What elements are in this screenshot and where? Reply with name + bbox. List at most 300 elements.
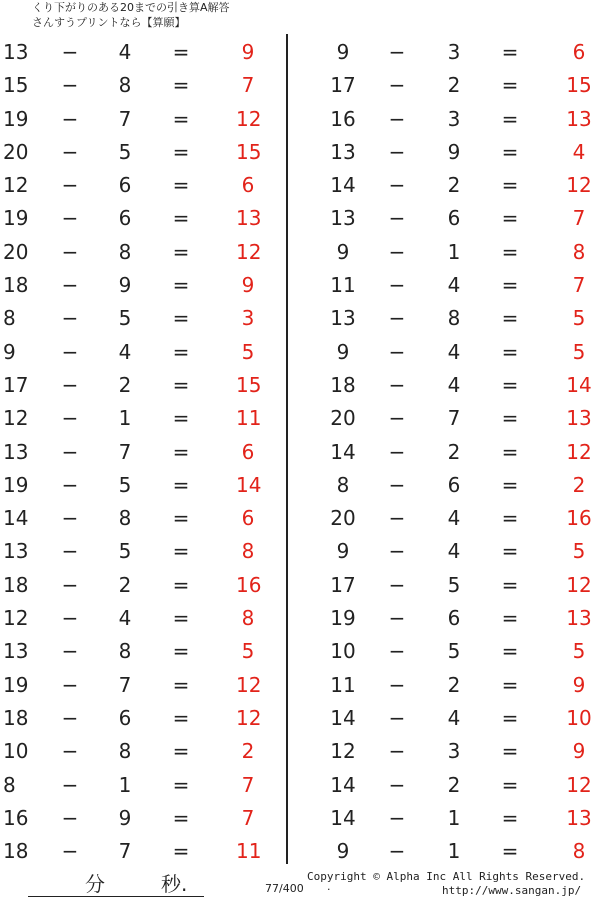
minus-sign: − bbox=[61, 606, 79, 631]
subtrahend: 2 bbox=[118, 572, 132, 597]
minus-sign: − bbox=[61, 772, 79, 797]
equals-sign: = bbox=[172, 739, 190, 764]
subtrahend: 4 bbox=[118, 339, 132, 364]
equals-sign: = bbox=[501, 306, 519, 331]
equals-sign: = bbox=[172, 539, 190, 564]
minus-sign: − bbox=[388, 639, 406, 664]
minus-sign: − bbox=[388, 139, 406, 164]
problem-row bbox=[0, 236, 285, 269]
subtrahend: 2 bbox=[118, 372, 132, 397]
minuend: 9 bbox=[3, 339, 16, 364]
answer: 8 bbox=[572, 239, 586, 264]
answer: 2 bbox=[572, 472, 586, 497]
problem-row bbox=[300, 402, 600, 435]
equals-sign: = bbox=[501, 805, 519, 830]
header bbox=[32, 0, 230, 30]
answer: 15 bbox=[566, 73, 592, 98]
minus-sign: − bbox=[61, 506, 79, 531]
page-title: くり下がりのある20までの引き算A解答 bbox=[32, 1, 230, 14]
subtrahend: 9 bbox=[118, 273, 132, 298]
equals-sign: = bbox=[501, 206, 519, 231]
answer: 12 bbox=[566, 439, 592, 464]
problem-row bbox=[0, 69, 285, 102]
answer: 5 bbox=[572, 539, 586, 564]
answer: 7 bbox=[572, 273, 586, 298]
subtrahend: 4 bbox=[447, 273, 461, 298]
minuend: 9 bbox=[336, 339, 350, 364]
subtrahend: 5 bbox=[118, 472, 132, 497]
minuend: 13 bbox=[3, 639, 29, 664]
answer: 5 bbox=[241, 639, 255, 664]
minuend: 19 bbox=[3, 106, 29, 131]
subtrahend: 8 bbox=[118, 506, 132, 531]
equals-sign: = bbox=[501, 739, 519, 764]
answer: 5 bbox=[572, 639, 586, 664]
equals-sign: = bbox=[501, 639, 519, 664]
subtrahend: 7 bbox=[118, 672, 132, 697]
minus-sign: − bbox=[388, 705, 406, 730]
minus-sign: − bbox=[388, 506, 406, 531]
minuend: 20 bbox=[330, 506, 356, 531]
minus-sign: − bbox=[388, 572, 406, 597]
subtrahend: 9 bbox=[118, 805, 132, 830]
equals-sign: = bbox=[172, 506, 190, 531]
equals-sign: = bbox=[501, 40, 519, 64]
answer: 6 bbox=[241, 506, 255, 531]
minus-sign: − bbox=[388, 239, 406, 264]
problem-row bbox=[0, 469, 285, 502]
answer: 10 bbox=[566, 705, 592, 730]
equals-sign: = bbox=[172, 639, 190, 664]
problem-row bbox=[0, 36, 285, 69]
minuend: 18 bbox=[330, 372, 356, 397]
seconds-label: 秒. bbox=[161, 872, 188, 896]
answer: 7 bbox=[241, 772, 255, 797]
minus-sign: − bbox=[61, 139, 79, 164]
subtrahend: 8 bbox=[118, 73, 132, 98]
subtrahend: 8 bbox=[118, 239, 132, 264]
answer: 12 bbox=[566, 772, 592, 797]
answer: 12 bbox=[236, 106, 262, 131]
minus-sign: − bbox=[388, 539, 406, 564]
subtrahend: 3 bbox=[447, 106, 461, 131]
problem-row bbox=[300, 669, 600, 702]
minus-sign: − bbox=[388, 106, 406, 131]
problem-row bbox=[300, 369, 600, 402]
problem-row bbox=[0, 369, 285, 402]
subtrahend: 7 bbox=[118, 839, 132, 864]
minuend: 10 bbox=[330, 639, 356, 664]
subtrahend: 1 bbox=[447, 839, 461, 864]
problem-row bbox=[300, 169, 600, 202]
minuend: 16 bbox=[330, 106, 356, 131]
minuend: 20 bbox=[3, 139, 29, 164]
problem-row bbox=[300, 69, 600, 102]
answer: 13 bbox=[566, 606, 592, 631]
answer: 15 bbox=[236, 139, 262, 164]
subtrahend: 9 bbox=[447, 139, 461, 164]
problem-row bbox=[0, 169, 285, 202]
minus-sign: − bbox=[61, 572, 79, 597]
time-record-line bbox=[28, 868, 204, 897]
equals-sign: = bbox=[501, 606, 519, 631]
subtrahend: 7 bbox=[447, 406, 461, 431]
problem-row bbox=[300, 236, 600, 269]
subtrahend: 5 bbox=[118, 139, 132, 164]
answer: 5 bbox=[572, 339, 586, 364]
minus-sign: − bbox=[61, 40, 79, 64]
equals-sign: = bbox=[501, 539, 519, 564]
problem-row bbox=[300, 469, 600, 502]
answer: 16 bbox=[566, 506, 592, 531]
subtrahend: 2 bbox=[447, 73, 461, 98]
minuend: 18 bbox=[3, 839, 29, 864]
problem-row bbox=[300, 702, 600, 735]
problem-row bbox=[0, 535, 285, 568]
minus-sign: − bbox=[61, 805, 79, 830]
equals-sign: = bbox=[172, 73, 190, 98]
right-problem-column bbox=[300, 36, 600, 868]
minus-sign: − bbox=[61, 372, 79, 397]
problem-row bbox=[300, 735, 600, 768]
problem-row bbox=[0, 669, 285, 702]
subtrahend: 4 bbox=[447, 705, 461, 730]
minuend: 8 bbox=[3, 306, 16, 331]
answer: 13 bbox=[236, 206, 262, 231]
minus-sign: − bbox=[388, 40, 406, 64]
problem-row bbox=[0, 702, 285, 735]
equals-sign: = bbox=[501, 106, 519, 131]
minuend: 19 bbox=[3, 206, 29, 231]
answer: 5 bbox=[572, 306, 586, 331]
minus-sign: − bbox=[388, 606, 406, 631]
problem-row bbox=[300, 635, 600, 668]
answer: 9 bbox=[241, 273, 255, 298]
answer: 11 bbox=[236, 406, 262, 431]
answer: 12 bbox=[236, 672, 262, 697]
answer: 13 bbox=[566, 406, 592, 431]
equals-sign: = bbox=[501, 672, 519, 697]
page-number: 77/400 bbox=[265, 882, 304, 895]
subtrahend: 3 bbox=[447, 739, 461, 764]
minus-sign: − bbox=[388, 439, 406, 464]
subtrahend: 8 bbox=[118, 739, 132, 764]
minuend: 14 bbox=[330, 772, 356, 797]
problem-row bbox=[0, 735, 285, 768]
subtrahend: 6 bbox=[118, 173, 132, 198]
equals-sign: = bbox=[172, 439, 190, 464]
minus-sign: − bbox=[61, 106, 79, 131]
equals-sign: = bbox=[172, 572, 190, 597]
minuend: 20 bbox=[3, 239, 29, 264]
site-url: http://www.sangan.jp/ bbox=[442, 884, 582, 897]
equals-sign: = bbox=[501, 372, 519, 397]
answer: 8 bbox=[241, 606, 255, 631]
answer: 8 bbox=[572, 839, 586, 864]
subtrahend: 8 bbox=[118, 639, 132, 664]
subtrahend: 6 bbox=[447, 606, 461, 631]
minuend: 16 bbox=[3, 805, 29, 830]
equals-sign: = bbox=[172, 472, 190, 497]
equals-sign: = bbox=[501, 406, 519, 431]
problem-row bbox=[0, 635, 285, 668]
subtrahend: 6 bbox=[447, 472, 461, 497]
left-problem-column bbox=[0, 36, 285, 868]
equals-sign: = bbox=[172, 772, 190, 797]
minuend: 17 bbox=[3, 372, 29, 397]
minus-sign: − bbox=[61, 173, 79, 198]
equals-sign: = bbox=[172, 173, 190, 198]
column-divider bbox=[286, 34, 288, 864]
equals-sign: = bbox=[172, 805, 190, 830]
minus-sign: − bbox=[61, 705, 79, 730]
problem-row bbox=[300, 769, 600, 802]
subtrahend: 1 bbox=[118, 406, 132, 431]
minuend: 13 bbox=[330, 206, 356, 231]
minus-sign: − bbox=[388, 372, 406, 397]
equals-sign: = bbox=[501, 439, 519, 464]
subtrahend: 5 bbox=[447, 572, 461, 597]
minus-sign: − bbox=[61, 672, 79, 697]
problem-row bbox=[0, 769, 285, 802]
subtrahend: 2 bbox=[447, 772, 461, 797]
equals-sign: = bbox=[501, 173, 519, 198]
minuend: 13 bbox=[3, 539, 29, 564]
subtrahend: 4 bbox=[447, 539, 461, 564]
minuend: 14 bbox=[330, 173, 356, 198]
separator-dot: . bbox=[327, 880, 331, 893]
problem-row bbox=[0, 402, 285, 435]
minus-sign: − bbox=[61, 406, 79, 431]
minus-sign: − bbox=[388, 173, 406, 198]
minus-sign: − bbox=[61, 339, 79, 364]
minuend: 11 bbox=[330, 672, 356, 697]
minuend: 17 bbox=[330, 73, 356, 98]
answer: 12 bbox=[566, 572, 592, 597]
problem-row bbox=[300, 502, 600, 535]
minus-sign: − bbox=[61, 639, 79, 664]
equals-sign: = bbox=[172, 40, 190, 64]
equals-sign: = bbox=[172, 139, 190, 164]
subtrahend: 8 bbox=[447, 306, 461, 331]
minuend: 14 bbox=[3, 506, 29, 531]
answer: 4 bbox=[572, 139, 586, 164]
subtrahend: 7 bbox=[118, 439, 132, 464]
equals-sign: = bbox=[501, 239, 519, 264]
equals-sign: = bbox=[501, 339, 519, 364]
equals-sign: = bbox=[172, 839, 190, 864]
problem-row bbox=[300, 835, 600, 868]
problem-row bbox=[0, 835, 285, 868]
answer: 3 bbox=[241, 306, 255, 331]
minus-sign: − bbox=[388, 73, 406, 98]
minus-sign: − bbox=[61, 73, 79, 98]
answer: 9 bbox=[572, 672, 586, 697]
problem-row bbox=[300, 103, 600, 136]
equals-sign: = bbox=[501, 705, 519, 730]
minutes-label: 分 bbox=[85, 872, 105, 896]
equals-sign: = bbox=[501, 73, 519, 98]
minuend: 18 bbox=[3, 705, 29, 730]
equals-sign: = bbox=[172, 406, 190, 431]
answer: 12 bbox=[236, 239, 262, 264]
minus-sign: − bbox=[388, 406, 406, 431]
problem-row bbox=[300, 269, 600, 302]
minus-sign: − bbox=[388, 772, 406, 797]
equals-sign: = bbox=[172, 705, 190, 730]
answer: 11 bbox=[236, 839, 262, 864]
equals-sign: = bbox=[501, 572, 519, 597]
answer: 9 bbox=[241, 40, 255, 64]
answer: 9 bbox=[572, 739, 586, 764]
equals-sign: = bbox=[172, 339, 190, 364]
minus-sign: − bbox=[388, 339, 406, 364]
equals-sign: = bbox=[172, 239, 190, 264]
page-subtitle: さんすうプリントなら【算願】 bbox=[32, 16, 186, 29]
minuend: 13 bbox=[3, 439, 29, 464]
minuend: 13 bbox=[330, 139, 356, 164]
problem-row bbox=[300, 336, 600, 369]
subtrahend: 5 bbox=[118, 539, 132, 564]
answer: 14 bbox=[566, 372, 592, 397]
answer: 15 bbox=[236, 372, 262, 397]
answer: 7 bbox=[572, 206, 586, 231]
subtrahend: 4 bbox=[447, 372, 461, 397]
answer: 6 bbox=[241, 173, 255, 198]
equals-sign: = bbox=[501, 139, 519, 164]
minus-sign: − bbox=[388, 306, 406, 331]
problem-row bbox=[0, 602, 285, 635]
minuend: 19 bbox=[330, 606, 356, 631]
problem-row bbox=[300, 569, 600, 602]
minus-sign: − bbox=[388, 739, 406, 764]
problem-row bbox=[0, 269, 285, 302]
equals-sign: = bbox=[172, 206, 190, 231]
answer: 5 bbox=[241, 339, 255, 364]
minus-sign: − bbox=[61, 206, 79, 231]
subtrahend: 6 bbox=[118, 705, 132, 730]
minus-sign: − bbox=[61, 239, 79, 264]
answer: 14 bbox=[236, 472, 262, 497]
answer: 6 bbox=[241, 439, 255, 464]
minus-sign: − bbox=[388, 273, 406, 298]
answer: 8 bbox=[241, 539, 255, 564]
answer: 13 bbox=[566, 106, 592, 131]
minus-sign: − bbox=[388, 672, 406, 697]
answer: 7 bbox=[241, 73, 255, 98]
minuend: 14 bbox=[330, 805, 356, 830]
minus-sign: − bbox=[61, 273, 79, 298]
subtrahend: 1 bbox=[118, 772, 132, 797]
minuend: 8 bbox=[3, 772, 16, 797]
problem-row bbox=[300, 535, 600, 568]
problem-row bbox=[300, 36, 600, 69]
answer: 12 bbox=[236, 705, 262, 730]
minuend: 15 bbox=[3, 73, 29, 98]
minuend: 10 bbox=[3, 739, 29, 764]
minuend: 12 bbox=[3, 406, 29, 431]
problem-row bbox=[300, 436, 600, 469]
minuend: 9 bbox=[336, 539, 350, 564]
equals-sign: = bbox=[172, 306, 190, 331]
problem-row bbox=[0, 302, 285, 335]
subtrahend: 3 bbox=[447, 40, 461, 64]
minus-sign: − bbox=[61, 439, 79, 464]
subtrahend: 2 bbox=[447, 173, 461, 198]
equals-sign: = bbox=[172, 672, 190, 697]
minuend: 12 bbox=[330, 739, 356, 764]
minus-sign: − bbox=[388, 805, 406, 830]
minuend: 11 bbox=[330, 273, 356, 298]
minus-sign: − bbox=[388, 839, 406, 864]
equals-sign: = bbox=[501, 273, 519, 298]
problem-row bbox=[0, 502, 285, 535]
minus-sign: − bbox=[388, 206, 406, 231]
problem-row bbox=[300, 202, 600, 235]
minus-sign: − bbox=[61, 739, 79, 764]
minuend: 13 bbox=[330, 306, 356, 331]
subtrahend: 2 bbox=[447, 439, 461, 464]
problem-row bbox=[0, 202, 285, 235]
minuend: 9 bbox=[336, 239, 350, 264]
minuend: 20 bbox=[330, 406, 356, 431]
answer: 6 bbox=[572, 40, 586, 64]
answer: 2 bbox=[241, 739, 255, 764]
problem-row bbox=[300, 602, 600, 635]
minuend: 9 bbox=[336, 839, 350, 864]
copyright-text: Copyright © Alpha Inc All Rights Reserved. bbox=[307, 870, 586, 883]
minus-sign: − bbox=[61, 539, 79, 564]
equals-sign: = bbox=[501, 472, 519, 497]
subtrahend: 2 bbox=[447, 672, 461, 697]
subtrahend: 5 bbox=[118, 306, 132, 331]
minuend: 8 bbox=[336, 472, 350, 497]
minuend: 12 bbox=[3, 606, 29, 631]
problem-row bbox=[0, 136, 285, 169]
minus-sign: − bbox=[388, 472, 406, 497]
equals-sign: = bbox=[501, 506, 519, 531]
equals-sign: = bbox=[172, 273, 190, 298]
problem-row bbox=[0, 436, 285, 469]
equals-sign: = bbox=[501, 839, 519, 864]
problem-row bbox=[300, 302, 600, 335]
answer: 7 bbox=[241, 805, 255, 830]
minuend: 14 bbox=[330, 705, 356, 730]
answer: 13 bbox=[566, 805, 592, 830]
subtrahend: 4 bbox=[118, 40, 132, 64]
minuend: 17 bbox=[330, 572, 356, 597]
minuend: 12 bbox=[3, 173, 29, 198]
subtrahend: 1 bbox=[447, 805, 461, 830]
minuend: 19 bbox=[3, 472, 29, 497]
subtrahend: 6 bbox=[447, 206, 461, 231]
equals-sign: = bbox=[501, 772, 519, 797]
subtrahend: 7 bbox=[118, 106, 132, 131]
minus-sign: − bbox=[61, 306, 79, 331]
subtrahend: 4 bbox=[447, 506, 461, 531]
minuend: 18 bbox=[3, 273, 29, 298]
subtrahend: 5 bbox=[447, 639, 461, 664]
problem-row bbox=[0, 569, 285, 602]
subtrahend: 1 bbox=[447, 239, 461, 264]
minuend: 13 bbox=[3, 40, 29, 64]
problem-row bbox=[0, 802, 285, 835]
minuend: 9 bbox=[336, 40, 350, 64]
equals-sign: = bbox=[172, 106, 190, 131]
minuend: 14 bbox=[330, 439, 356, 464]
answer: 16 bbox=[236, 572, 262, 597]
minuend: 18 bbox=[3, 572, 29, 597]
